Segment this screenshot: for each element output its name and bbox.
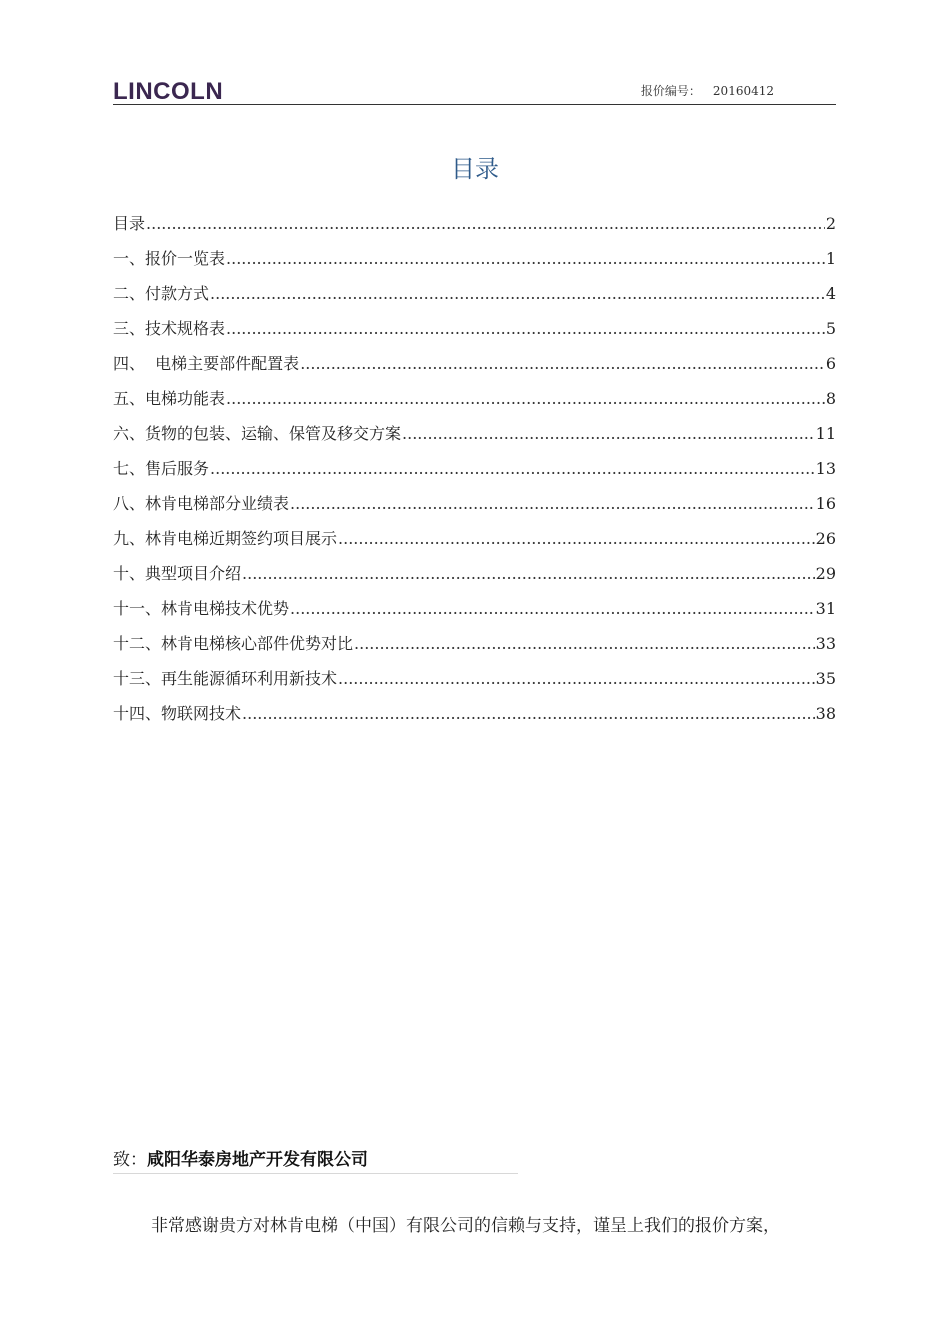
toc-entry-page[interactable]: 38 [815,704,836,723]
toc-entry-page[interactable]: 1 [825,249,836,268]
toc-leader-dots [226,385,825,413]
letter-paragraph: 非常感谢贵方对林肯电梯（中国）有限公司的信赖与支持，谨呈上我们的报价方案， [151,1216,780,1236]
toc-entry-label[interactable]: 六、货物的包装、运输、保管及移交方案 [113,424,402,443]
toc-leader-dots [402,420,815,448]
toc-leader-dots [290,595,815,623]
toc-entry-label[interactable]: 七、售后服务 [113,459,210,478]
toc-entry-page[interactable]: 29 [815,564,836,583]
toc-entry-page[interactable]: 6 [825,354,836,373]
toc-entry-label[interactable]: 十一、林肯电梯技术优势 [113,599,290,618]
recipient-underline [113,1173,518,1174]
toc-entry-page[interactable]: 11 [815,424,836,443]
toc-entry-label[interactable]: 九、林肯电梯近期签约项目展示 [113,529,338,548]
toc-entry-page[interactable]: 4 [825,284,836,303]
toc-entry-label[interactable]: 十、典型项目介绍 [113,564,242,583]
toc-entry-page[interactable]: 2 [825,214,836,233]
toc-entry-label[interactable]: 目录 [113,214,146,233]
toc-leader-dots [242,700,815,728]
toc-entry[interactable] [113,700,836,735]
quote-number [641,83,774,99]
toc-entry[interactable] [113,490,836,525]
toc-entry-page[interactable]: 13 [815,459,836,478]
recipient-prefix: 致： [113,1150,147,1170]
toc-entry[interactable] [113,630,836,665]
toc-leader-dots [210,280,825,308]
toc-entry[interactable] [113,560,836,595]
toc-leader-dots [290,490,815,518]
toc-entry-label[interactable]: 四、 电梯主要部件配置表 [113,354,300,373]
toc-entry[interactable] [113,385,836,420]
toc-leader-dots [242,560,815,588]
quote-value: 20160412 [712,84,774,98]
toc-entry[interactable] [113,350,836,385]
page-header [113,80,836,105]
toc-entry-page[interactable]: 33 [815,634,836,653]
toc-leader-dots [146,210,825,238]
toc-entry-label[interactable]: 三、技术规格表 [113,319,226,338]
toc-entry[interactable] [113,455,836,490]
toc-entry-page[interactable]: 26 [815,529,836,548]
toc-entry-label[interactable]: 五、电梯功能表 [113,389,226,408]
toc-entry[interactable] [113,595,836,630]
toc-entry[interactable] [113,245,836,280]
toc-entry[interactable] [113,210,836,245]
toc-entry-page[interactable]: 16 [815,494,836,513]
toc-entry-page[interactable]: 8 [825,389,836,408]
toc-entry-label[interactable]: 八、林肯电梯部分业绩表 [113,494,290,513]
recipient-company: 咸阳华泰房地产开发有限公司 [147,1150,368,1170]
table-of-contents [113,210,836,735]
toc-entry-label[interactable]: 十二、林肯电梯核心部件优势对比 [113,634,354,653]
toc-entry-label[interactable]: 十四、物联网技术 [113,704,242,723]
toc-entry-label[interactable]: 一、报价一览表 [113,249,226,268]
lincoln-logo: LINCOLN [113,78,224,105]
toc-entry[interactable] [113,525,836,560]
toc-leader-dots [300,350,825,378]
quote-label: 报价编号： [640,84,701,98]
page-title: 目录 [451,155,499,183]
toc-entry[interactable] [113,665,836,700]
toc-leader-dots [226,315,825,343]
toc-entry[interactable] [113,420,836,455]
toc-entry-page[interactable]: 31 [815,599,836,618]
letter-recipient [113,1148,368,1172]
toc-entry-page[interactable]: 35 [815,669,836,688]
toc-leader-dots [210,455,815,483]
toc-leader-dots [338,525,815,553]
toc-leader-dots [354,630,815,658]
toc-entry[interactable] [113,315,836,350]
toc-entry-label[interactable]: 十三、再生能源循环利用新技术 [113,669,338,688]
toc-leader-dots [226,245,825,273]
toc-entry-label[interactable]: 二、付款方式 [113,284,210,303]
toc-leader-dots [338,665,815,693]
toc-entry-page[interactable]: 5 [825,319,836,338]
toc-entry[interactable] [113,280,836,315]
